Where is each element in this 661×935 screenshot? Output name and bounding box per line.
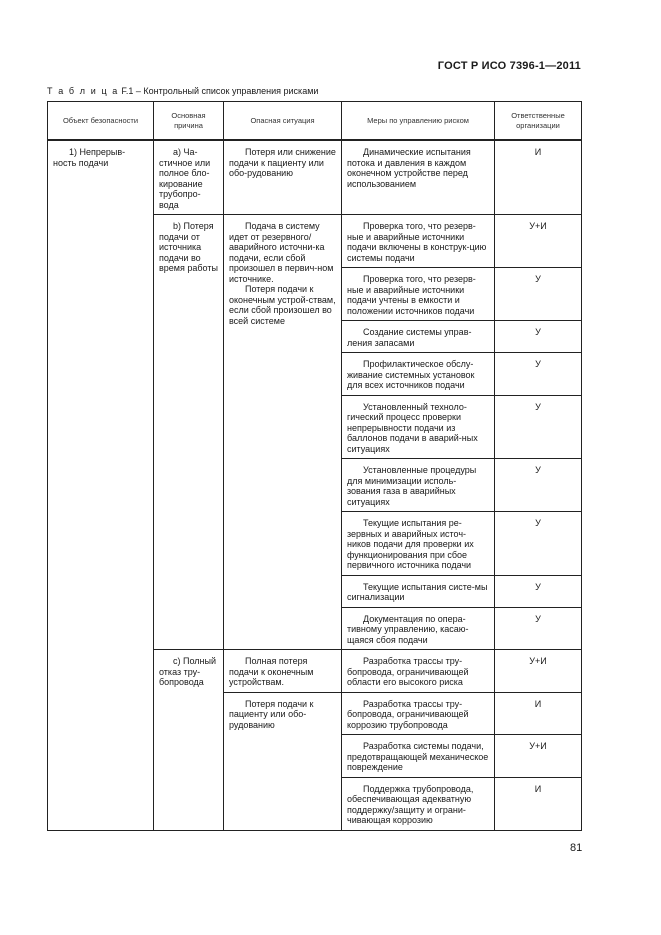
header-situation: Опасная ситуация [224,102,342,141]
measure-org: У+И [495,735,582,778]
measure-text: Разработка системы подачи, предотвращающей механическое повреждение [342,735,495,778]
table-caption-prefix: Т а б л и ц а [47,86,119,96]
measure-text: Текущие испытания систе-мы сигнализации [342,575,495,607]
document-code: ГОСТ Р ИСО 7396-1—2011 [437,60,581,72]
measure-text: Разработка трассы тру-бопровода, ограничивающей коррозию трубопровода [342,692,495,735]
measure-org: И [495,777,582,830]
measure-text: Документация по опера-тивному управлению, касаю-щаяся сбоя подачи [342,607,495,650]
cause-b: b) Потеря подачи от источника подачи во время работы [154,215,224,650]
situation-c2: Потеря подачи к пациенту или обо-рудованию [224,692,342,831]
measure-org: И [495,140,582,215]
situation-c1: Полная потеря подачи к оконечным устройствам. [224,650,342,693]
table-caption-text: F.1 – Контрольный список управления рисками [121,86,319,96]
measure-org: У+И [495,215,582,268]
header-object: Объект безопасности [48,102,154,141]
table-row [48,140,582,215]
situation-b1: Подача в систему идет от резервного/ аварийного источни-ка подачи, если сбой произошел в первич-ном источнике. [229,221,334,284]
page-number: 81 [570,842,583,854]
measure-org: У [495,321,582,353]
cause-a: а) Ча-стичное или полное бло-кирование трубопро-вода [154,140,224,215]
measure-text: Установленный техноло-гический процесс проверки непрерывности подачи из баллонов подачи в аварий-ных ситуациях [342,395,495,459]
object-cell: 1) Непрерыв-ность подачи [48,140,154,831]
situation-b2: Потеря подачи к оконечным устрой-ствам, если сбой произошел во всей системе [229,284,336,326]
situation-a: Потеря или снижение подачи к пациенту или обо-рудованию [224,140,342,215]
header-measures: Меры по управлению риском [342,102,495,141]
measure-org: У+И [495,650,582,693]
measure-text: Проверка того, что резерв-ные и аварийные источники подачи включены в конструк-цию системы подачи [342,215,495,268]
measure-text: Проверка того, что резерв-ные и аварийные источники подачи учтены в емкости и положении источников подачи [342,268,495,321]
measure-org: У [495,353,582,396]
measure-text: Поддержка трубопровода, обеспечивающая адекватную поддержку/защиту и ограни-чивающая коррозию [342,777,495,830]
measure-org: У [495,268,582,321]
measure-org: У [495,512,582,576]
risk-checklist-table [47,101,582,831]
measure-text: Установленные процедуры для минимизации исполь-зования газа в аварийных ситуациях [342,459,495,512]
measure-org: У [495,575,582,607]
measure-text: Создание системы управ-ления запасами [342,321,495,353]
measure-text: Текущие испытания ре-зервных и аварийных источ-ников подачи для проверки их функционирования при сбое первичного источника подачи [342,512,495,576]
cause-c: с) Полный отказ тру-бопровода [154,650,224,831]
measure-org: У [495,395,582,459]
measure-org: И [495,692,582,735]
situation-b-cell [224,215,342,650]
header-organizations: Ответственные организации [495,102,582,141]
measure-org: У [495,459,582,512]
table-caption [47,86,318,96]
measure-text: Профилактическое обслу-живание системных установок для всех источников подачи [342,353,495,396]
measure-org: У [495,607,582,650]
measure-text: Разработка трассы тру-бопровода, ограничивающей области его высокого риска [342,650,495,693]
header-cause: Основная причина [154,102,224,141]
table-header-row [48,102,582,141]
measure-text: Динамические испытания потока и давления в каждом оконечном устройстве перед использованием [342,140,495,215]
